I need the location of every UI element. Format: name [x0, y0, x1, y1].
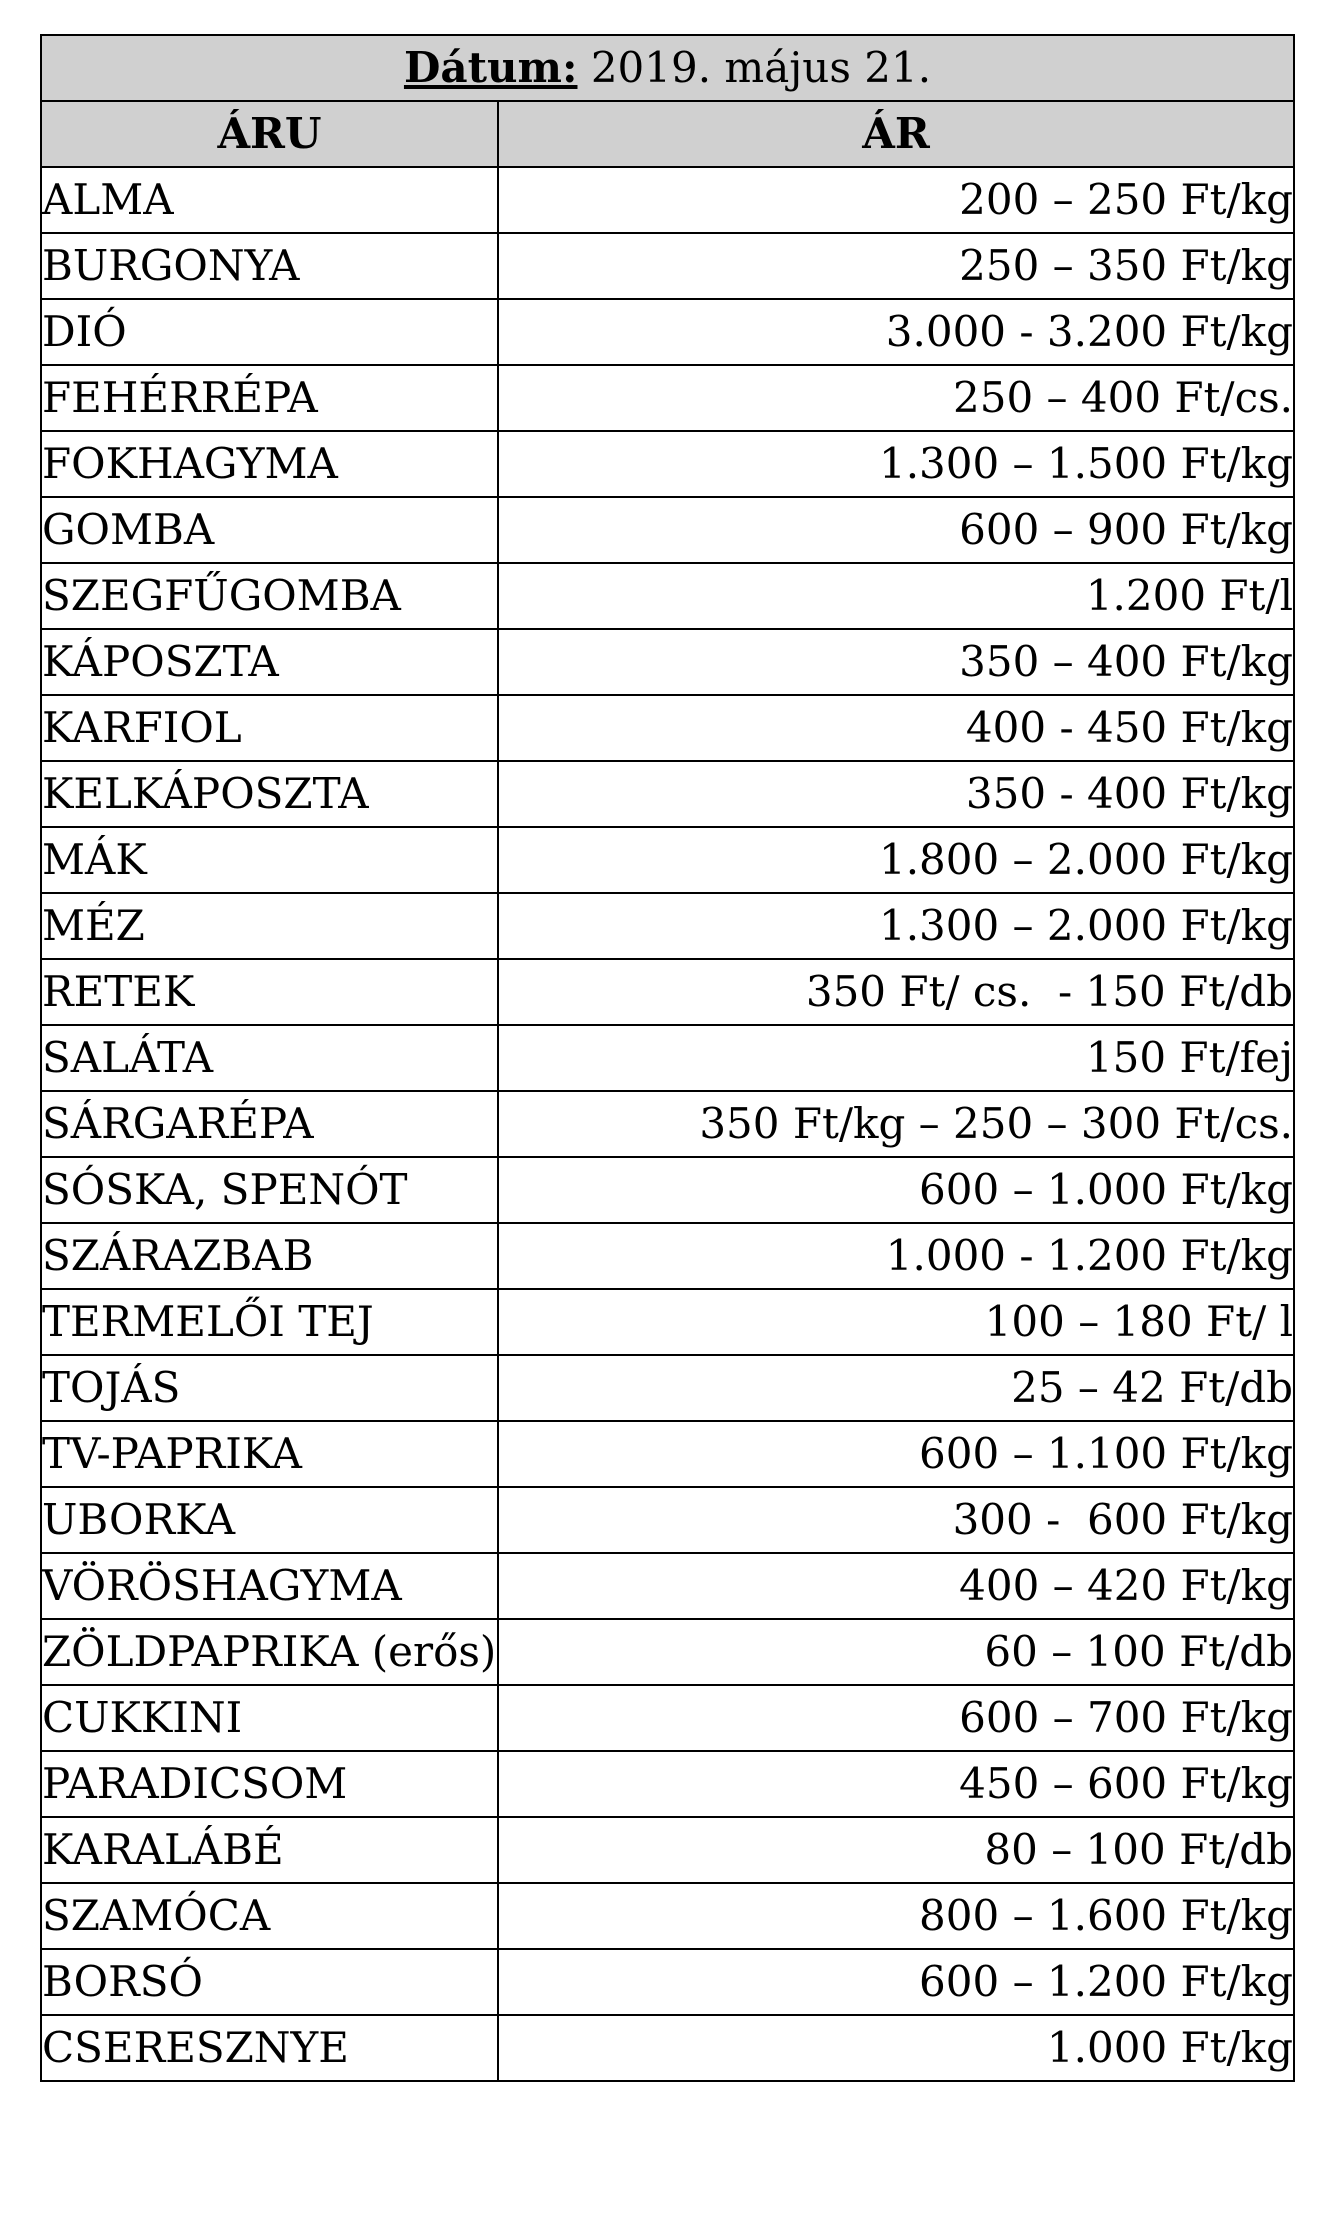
item-name-cell: TERMELŐI TEJ — [41, 1289, 498, 1355]
item-name-cell: UBORKA — [41, 1487, 498, 1553]
table-row — [41, 1223, 1294, 1289]
table-row — [41, 233, 1294, 299]
item-price-cell: 400 – 420 Ft/kg — [498, 1553, 1294, 1619]
item-name-cell: SÁRGARÉPA — [41, 1091, 498, 1157]
item-price-cell: 350 Ft/kg – 250 – 300 Ft/cs. — [498, 1091, 1294, 1157]
item-name-cell: KÁPOSZTA — [41, 629, 498, 695]
table-row — [41, 1619, 1294, 1685]
table-row — [41, 1553, 1294, 1619]
item-price-cell: 350 - 400 Ft/kg — [498, 761, 1294, 827]
column-header-price: ÁR — [498, 101, 1294, 167]
item-price-cell: 1.000 - 1.200 Ft/kg — [498, 1223, 1294, 1289]
item-price-cell: 3.000 - 3.200 Ft/kg — [498, 299, 1294, 365]
item-price-cell: 1.800 – 2.000 Ft/kg — [498, 827, 1294, 893]
table-row — [41, 893, 1294, 959]
column-header-item: ÁRU — [41, 101, 498, 167]
table-row — [41, 1289, 1294, 1355]
item-price-cell: 800 – 1.600 Ft/kg — [498, 1883, 1294, 1949]
item-price-cell: 250 – 400 Ft/cs. — [498, 365, 1294, 431]
item-name-cell: FOKHAGYMA — [41, 431, 498, 497]
item-name-cell: CSERESZNYE — [41, 2015, 498, 2081]
item-name-cell: SZÁRAZBAB — [41, 1223, 498, 1289]
item-price-cell: 600 – 700 Ft/kg — [498, 1685, 1294, 1751]
table-row — [41, 1157, 1294, 1223]
table-row — [41, 497, 1294, 563]
item-name-cell: KARALÁBÉ — [41, 1817, 498, 1883]
table-body — [41, 167, 1294, 2081]
date-value: 2019. május 21. — [577, 43, 932, 92]
table-row — [41, 431, 1294, 497]
item-name-cell: ALMA — [41, 167, 498, 233]
price-table — [40, 34, 1295, 2082]
item-name-cell: BURGONYA — [41, 233, 498, 299]
table-row — [41, 1817, 1294, 1883]
item-price-cell: 25 – 42 Ft/db — [498, 1355, 1294, 1421]
table-row — [41, 761, 1294, 827]
item-name-cell: SALÁTA — [41, 1025, 498, 1091]
table-row — [41, 563, 1294, 629]
table-row — [41, 827, 1294, 893]
item-price-cell: 100 – 180 Ft/ l — [498, 1289, 1294, 1355]
item-name-cell: MÉZ — [41, 893, 498, 959]
item-name-cell: SZEGFŰGOMBA — [41, 563, 498, 629]
item-name-cell: CUKKINI — [41, 1685, 498, 1751]
item-name-cell: ZÖLDPAPRIKA (erős) — [41, 1619, 498, 1685]
item-price-cell: 600 – 1.100 Ft/kg — [498, 1421, 1294, 1487]
item-price-cell: 1.200 Ft/l — [498, 563, 1294, 629]
date-cell — [41, 35, 1294, 101]
table-row — [41, 959, 1294, 1025]
item-price-cell: 250 – 350 Ft/kg — [498, 233, 1294, 299]
item-price-cell: 400 - 450 Ft/kg — [498, 695, 1294, 761]
item-name-cell: SZAMÓCA — [41, 1883, 498, 1949]
item-price-cell: 200 – 250 Ft/kg — [498, 167, 1294, 233]
item-price-cell: 80 – 100 Ft/db — [498, 1817, 1294, 1883]
item-name-cell: TOJÁS — [41, 1355, 498, 1421]
item-name-cell: BORSÓ — [41, 1949, 498, 2015]
item-name-cell: RETEK — [41, 959, 498, 1025]
table-row — [41, 167, 1294, 233]
item-name-cell: GOMBA — [41, 497, 498, 563]
table-row — [41, 695, 1294, 761]
table-row — [41, 1751, 1294, 1817]
table-row — [41, 1949, 1294, 2015]
table-row — [41, 365, 1294, 431]
item-name-cell: VÖRÖSHAGYMA — [41, 1553, 498, 1619]
item-name-cell: DIÓ — [41, 299, 498, 365]
item-name-cell: FEHÉRRÉPA — [41, 365, 498, 431]
item-price-cell: 600 – 1.200 Ft/kg — [498, 1949, 1294, 2015]
table-row — [41, 1487, 1294, 1553]
table-row — [41, 1685, 1294, 1751]
item-name-cell: KELKÁPOSZTA — [41, 761, 498, 827]
table-row — [41, 1421, 1294, 1487]
item-price-cell: 600 – 900 Ft/kg — [498, 497, 1294, 563]
table-row — [41, 1025, 1294, 1091]
table-row — [41, 629, 1294, 695]
column-header-row — [41, 101, 1294, 167]
item-name-cell: SÓSKA, SPENÓT — [41, 1157, 498, 1223]
item-name-cell: PARADICSOM — [41, 1751, 498, 1817]
item-price-cell: 60 – 100 Ft/db — [498, 1619, 1294, 1685]
table-row — [41, 299, 1294, 365]
table-row — [41, 2015, 1294, 2081]
item-price-cell: 600 – 1.000 Ft/kg — [498, 1157, 1294, 1223]
date-label: Dátum: — [403, 43, 578, 92]
date-row — [41, 35, 1294, 101]
item-price-cell: 1.000 Ft/kg — [498, 2015, 1294, 2081]
item-price-cell: 350 Ft/ cs. - 150 Ft/db — [498, 959, 1294, 1025]
item-price-cell: 350 – 400 Ft/kg — [498, 629, 1294, 695]
item-name-cell: TV-PAPRIKA — [41, 1421, 498, 1487]
item-name-cell: MÁK — [41, 827, 498, 893]
item-price-cell: 150 Ft/fej — [498, 1025, 1294, 1091]
table-row — [41, 1091, 1294, 1157]
item-price-cell: 1.300 – 2.000 Ft/kg — [498, 893, 1294, 959]
item-price-cell: 1.300 – 1.500 Ft/kg — [498, 431, 1294, 497]
item-price-cell: 300 - 600 Ft/kg — [498, 1487, 1294, 1553]
item-price-cell: 450 – 600 Ft/kg — [498, 1751, 1294, 1817]
table-row — [41, 1355, 1294, 1421]
item-name-cell: KARFIOL — [41, 695, 498, 761]
table-row — [41, 1883, 1294, 1949]
